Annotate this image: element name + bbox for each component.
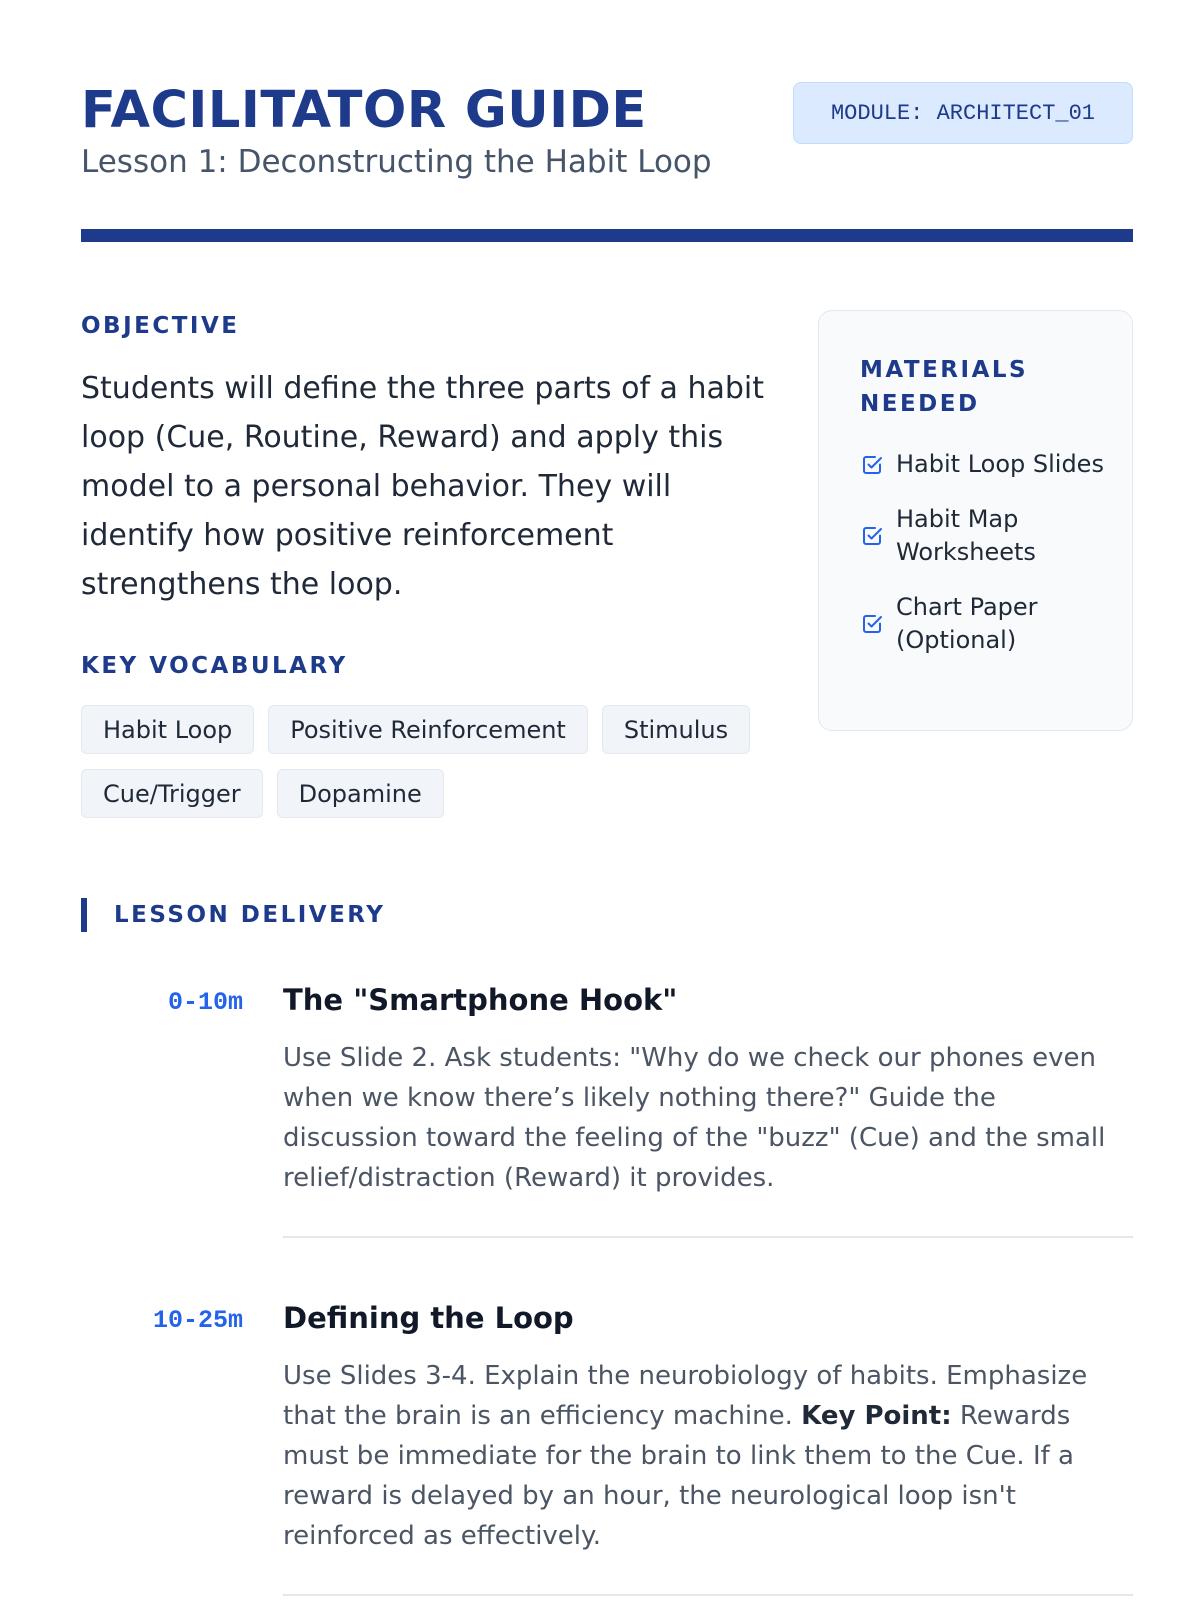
vocabulary-heading: KEY VOCABULARY (81, 653, 348, 679)
step-body (283, 1298, 1133, 1556)
materials-item-label: Habit Map Worksheets (896, 505, 1036, 566)
checkbox-check-icon (860, 612, 884, 636)
materials-card (818, 310, 1133, 731)
guide-header (81, 80, 1133, 190)
materials-item (860, 591, 1110, 657)
vocabulary-list (81, 705, 771, 818)
step-title: The "Smartphone Hook" (283, 983, 678, 1017)
step-divider (283, 1236, 1133, 1238)
lesson-delivery-heading (81, 898, 385, 932)
materials-list (860, 448, 1110, 679)
vocab-chip-habit-loop: Habit Loop (81, 705, 254, 754)
step-description (283, 1356, 1133, 1556)
materials-heading: MATERIALS NEEDED (860, 357, 1029, 417)
step-divider (283, 1594, 1133, 1596)
step-description-intro: Use Slides 3-4. Explain the neurobiology of habits. Emphasize that the brain is an efficiency machine. (283, 1361, 1088, 1431)
header-divider (81, 229, 1133, 242)
materials-item-label: Chart Paper (Optional) (896, 593, 1038, 654)
objective-text: Students will define the three parts of a habit loop (Cue, Routine, Reward) and apply this model to a personal behavior. They will identify how positive reinforcement strengthens the loop. (81, 371, 765, 602)
materials-item (860, 448, 1110, 481)
vocab-chip-stimulus: Stimulus (602, 705, 750, 754)
materials-item-label: Habit Loop Slides (896, 450, 1104, 478)
page-title: FACILITATOR GUIDE (81, 81, 647, 140)
lesson-subtitle: Lesson 1: Deconstructing the Habit Loop (81, 144, 712, 180)
checkbox-check-icon (860, 524, 884, 548)
materials-item (860, 503, 1110, 569)
facilitator-guide-page (81, 0, 1133, 1600)
step-description: Use Slide 2. Ask students: "Why do we check our phones even when we know there’s likely nothing there?" Guide the discussion toward the feeling of the "buzz" (Cue) and the small relief/distraction (Reward) it provides. (283, 1043, 1106, 1193)
step-description-detail: Rewards must be immediate for the brain to link them to the Cue. If a reward is delayed by an hour, the neurological loop isn't reinforced as effectively. (283, 1401, 1074, 1551)
objective-heading: OBJECTIVE (81, 313, 240, 339)
vocab-chip-cue-trigger: Cue/Trigger (81, 769, 263, 818)
step-title: Defining the Loop (283, 1301, 574, 1335)
vocab-chip-dopamine: Dopamine (277, 769, 444, 818)
step-time: 0-10m (167, 988, 243, 1017)
lesson-delivery-label: LESSON DELIVERY (114, 902, 386, 928)
checkbox-check-icon (860, 453, 884, 477)
step-time: 10-25m (152, 1306, 243, 1335)
step-body (283, 980, 1133, 1198)
key-point-label: Key Point: (801, 1401, 952, 1431)
section-accent-bar (81, 898, 87, 932)
vocab-chip-positive-reinforcement: Positive Reinforcement (268, 705, 588, 754)
module-badge: MODULE: ARCHITECT_01 (793, 82, 1133, 144)
